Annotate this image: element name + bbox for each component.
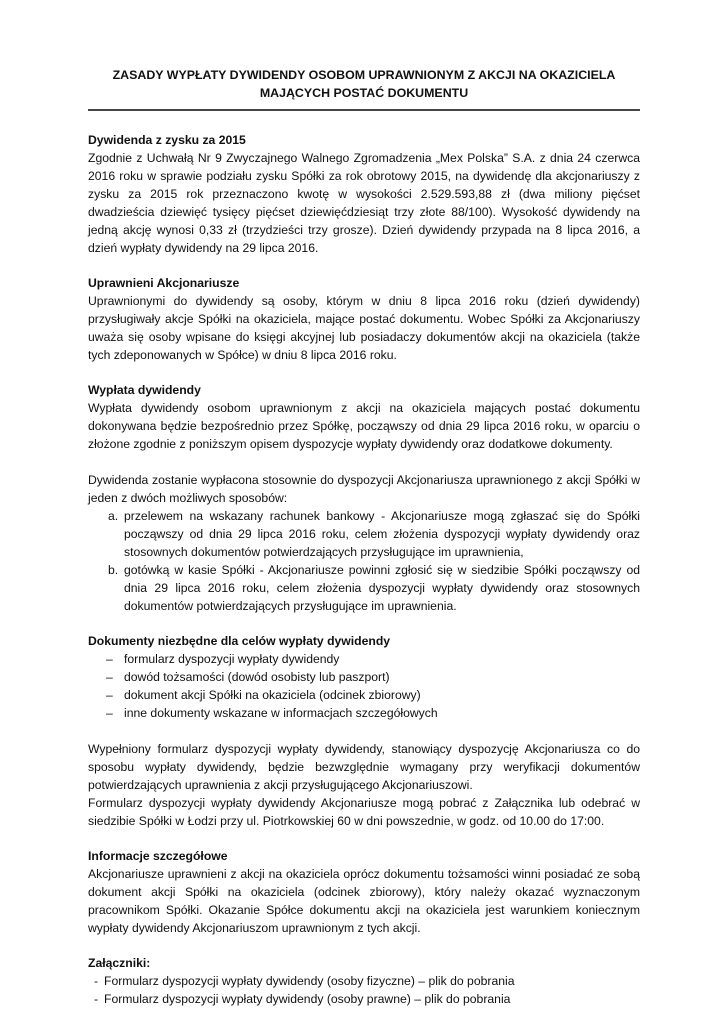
payout-method-text: gotówką w kasie Spółki - Akcjonariusze powinni zgłosić się w siedzibie Spółki począwszy od dnia 29 lipca 2016 roku, celem złożenia dyspozycji wypłaty dywidendy oraz stosownych dokumentów potwierdzających przysługujące im uprawnienia. bbox=[124, 563, 640, 613]
document-title-line-1: ZASADY WYPŁATY DYWIDENDY OSOBOM UPRAWNIONYM Z AKCJI NA OKAZICIELA bbox=[112, 68, 616, 82]
list-item bbox=[88, 686, 640, 704]
details-paragraph: Akcjonariusze uprawnieni z akcji na okaziciela oprócz dokumentu tożsamości winni posiadać ze sobą dokument akcji Spółki na okaziciela (odcinek zbiorowy), który należy okazać wyznaczonym pracownikom Spółki. Okazanie Spółce dokumentu akcji na okaziciela jest warunkiem koniecznym wypłaty dywidendy Akcjonariuszom uprawnionym z tych akcji. bbox=[88, 867, 640, 935]
payout-methods-list bbox=[88, 507, 640, 615]
section-heading-attachments: Załączniki: bbox=[88, 956, 151, 970]
dividend-paragraph: Zgodnie z Uchwałą Nr 9 Zwyczajnego Walnego Zgromadzenia „Mex Polska” S.A. z dnia 24 czerwca 2016 roku w sprawie podziału zysku Spółki za rok obrotowy 2015, na dywidendę dla akcjonariuszy z zysku za 2015 rok przeznaczono kwotę w wysokości 2.529.593,88 zł (dwa miliony pięćset dwadzieścia dziewięć tysięcy pięćset dziewięćdziesiąt trzy złote 88/100). Wysokość dywidendy na jedną akcję wynosi 0,33 zł (trzydzieści trzy grosze). Dzień dywidendy przypada na 8 lipca 2016, a dzień wypłaty dywidendy na 29 lipca 2016. bbox=[88, 151, 640, 255]
section-required-documents bbox=[88, 632, 640, 830]
list-marker: – bbox=[106, 670, 113, 684]
section-dividend bbox=[88, 131, 640, 257]
entitled-paragraph: Uprawnionymi do dywidendy są osoby, którym w dniu 8 lipca 2016 roku (dzień dywidendy) przysługiwały akcje Spółki na okaziciela, mające postać dokumentu. Wobec Spółki za Akcjonariuszy uważa się osoby wpisane do księgi akcyjnej lub posiadaczy dokumentów akcji na okaziciela (także tych zdeponowanych w Spółce) w dniu 8 lipca 2016 roku. bbox=[88, 294, 640, 362]
attachment-item[interactable] bbox=[88, 972, 640, 990]
list-item-text: dowód tożsamości (dowód osobisty lub paszport) bbox=[124, 670, 390, 684]
list-item bbox=[88, 650, 640, 668]
list-marker: – bbox=[106, 652, 113, 666]
list-item-text: formularz dyspozycji wypłaty dywidendy bbox=[124, 652, 340, 666]
payout-method-item bbox=[88, 561, 640, 615]
section-payout bbox=[88, 381, 640, 615]
section-heading-details: Informacje szczegółowe bbox=[88, 849, 228, 863]
attachment-link-legal-persons[interactable]: Formularz dyspozycji wypłaty dywidendy (osoby prawne) – plik do pobrania bbox=[104, 992, 511, 1006]
document-title bbox=[88, 66, 640, 102]
attachment-item[interactable] bbox=[88, 990, 640, 1008]
document-title-line-2: MAJĄCYCH POSTAĆ DOKUMENTU bbox=[259, 86, 469, 100]
attachment-link-natural-persons[interactable]: Formularz dyspozycji wypłaty dywidendy (osoby fizyczne) – plik do pobrania bbox=[104, 974, 515, 988]
payout-paragraph: Wypłata dywidendy osobom uprawnionym z akcji na okaziciela mających postać dokumentu dokonywana będzie bezpośrednio przez Spółkę, począwszy od dnia 29 lipca 2016 roku, w oparciu o złożone zgodnie z poniższym opisem dyspozycje wypłaty dywidendy oraz dodatkowe dokumenty. bbox=[88, 401, 640, 451]
title-divider bbox=[88, 109, 640, 111]
list-item bbox=[88, 668, 640, 686]
list-marker: b. bbox=[108, 563, 119, 577]
list-marker: - bbox=[94, 974, 99, 988]
section-heading-entitled: Uprawnieni Akcjonariusze bbox=[88, 276, 240, 290]
payout-method-item bbox=[88, 507, 640, 561]
section-heading-dividend: Dywidenda z zysku za 2015 bbox=[88, 133, 246, 147]
list-marker: – bbox=[106, 688, 113, 702]
section-entitled-shareholders bbox=[88, 274, 640, 364]
list-marker: - bbox=[94, 992, 99, 1006]
list-marker: – bbox=[106, 706, 113, 720]
payout-methods-intro: Dywidenda zostanie wypłacona stosownie do dyspozycji Akcjonariusza uprawnionego z akcji Spółki w jeden z dwóch możliwych sposobów: bbox=[88, 473, 640, 505]
form-requirement-paragraph: Wypełniony formularz dyspozycji wypłaty dywidendy, stanowiący dyspozycję Akcjonariusza co do sposobu wypłaty dywidendy, będzie bezwzględnie wymagany przy weryfikacji dokumentów potwierdzających uprawnienia z akcji przysługującego Akcjonariuszowi. bbox=[88, 742, 640, 792]
section-heading-documents: Dokumenty niezbędne dla celów wypłaty dywidendy bbox=[88, 634, 391, 648]
form-download-paragraph: Formularz dyspozycji wypłaty dywidendy Akcjonariusze mogą pobrać z Załącznika lub odebrać w siedzibie Spółki w Łodzi przy ul. Piotrkowskiej 60 w dni powszednie, w godz. od 10.00 do 17:00. bbox=[88, 796, 640, 828]
section-details bbox=[88, 847, 640, 937]
document-page bbox=[88, 66, 640, 1008]
list-item-text: inne dokumenty wskazane w informacjach szczegółowych bbox=[124, 706, 438, 720]
list-item bbox=[88, 704, 640, 722]
section-heading-payout: Wypłata dywidendy bbox=[88, 383, 201, 397]
required-documents-list bbox=[88, 650, 640, 722]
list-marker: a. bbox=[108, 509, 119, 523]
payout-method-text: przelewem na wskazany rachunek bankowy - Akcjonariusze mogą zgłaszać się do Spółki począwszy od dnia 29 lipca 2016 roku, celem złożenia dyspozycji wypłaty dywidendy oraz stosownych dokumentów potwierdzających przysługujące im uprawnienia, bbox=[124, 509, 640, 559]
section-attachments bbox=[88, 954, 640, 1008]
attachments-list bbox=[88, 972, 640, 1008]
list-item-text: dokument akcji Spółki na okaziciela (odcinek zbiorowy) bbox=[124, 688, 421, 702]
